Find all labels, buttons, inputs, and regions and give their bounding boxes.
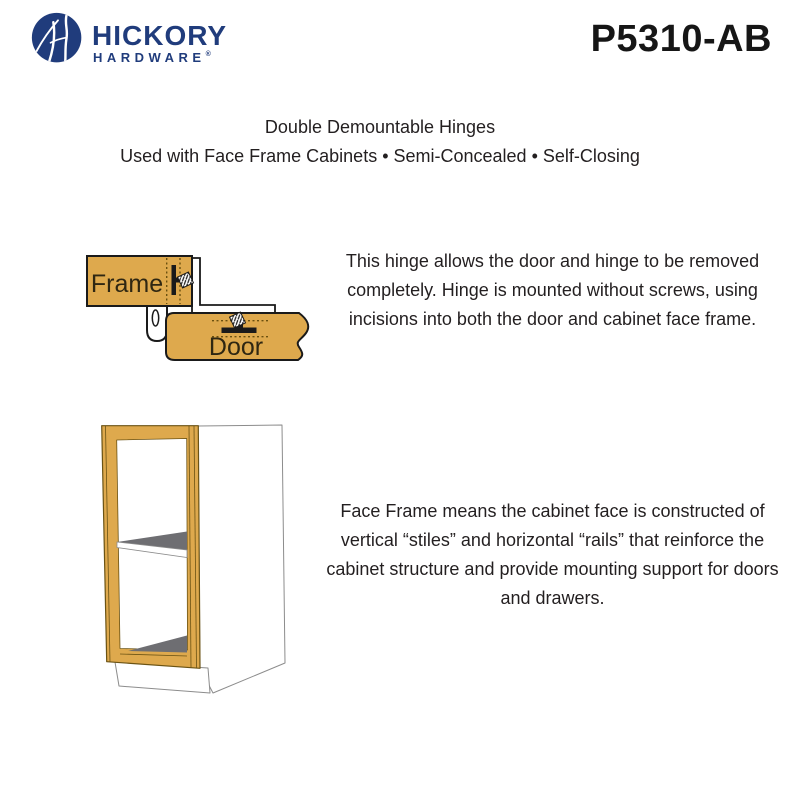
product-code: P5310-AB	[590, 18, 772, 60]
intro-block	[0, 113, 760, 171]
hinge-description: This hinge allows the door and hinge to be removed completely. Hinge is mounted without screws, using incisions into both the door and cabinet face frame.	[345, 251, 760, 329]
page-subtitle: Used with Face Frame Cabinets • Semi-Concealed • Self-Closing	[120, 146, 640, 166]
registered-trademark: ®	[205, 51, 211, 58]
page-title: Double Demountable Hinges	[264, 117, 496, 137]
cabinet-side-panel	[198, 425, 285, 693]
face-frame-description: Face Frame means the cabinet face is constructed of vertical “stiles” and horizontal “rails” that reinforce the cabinet structure and provide mounting support for doors and drawers.	[326, 501, 779, 608]
frame-bracket	[172, 265, 177, 295]
hinge-arm-outline	[192, 258, 275, 313]
face-frame-cabinet-illustration	[70, 405, 320, 700]
hickory-hardware-logo-icon	[30, 10, 86, 68]
brand-name-hickory: HICKORY	[92, 20, 228, 51]
brand-name-hardware: HARDWARE®	[93, 50, 211, 65]
door-label: Door	[208, 333, 264, 361]
frame-label: Frame	[90, 270, 164, 298]
hinge-cross-section-diagram	[70, 240, 340, 380]
hinge-hook-slot	[152, 310, 158, 326]
